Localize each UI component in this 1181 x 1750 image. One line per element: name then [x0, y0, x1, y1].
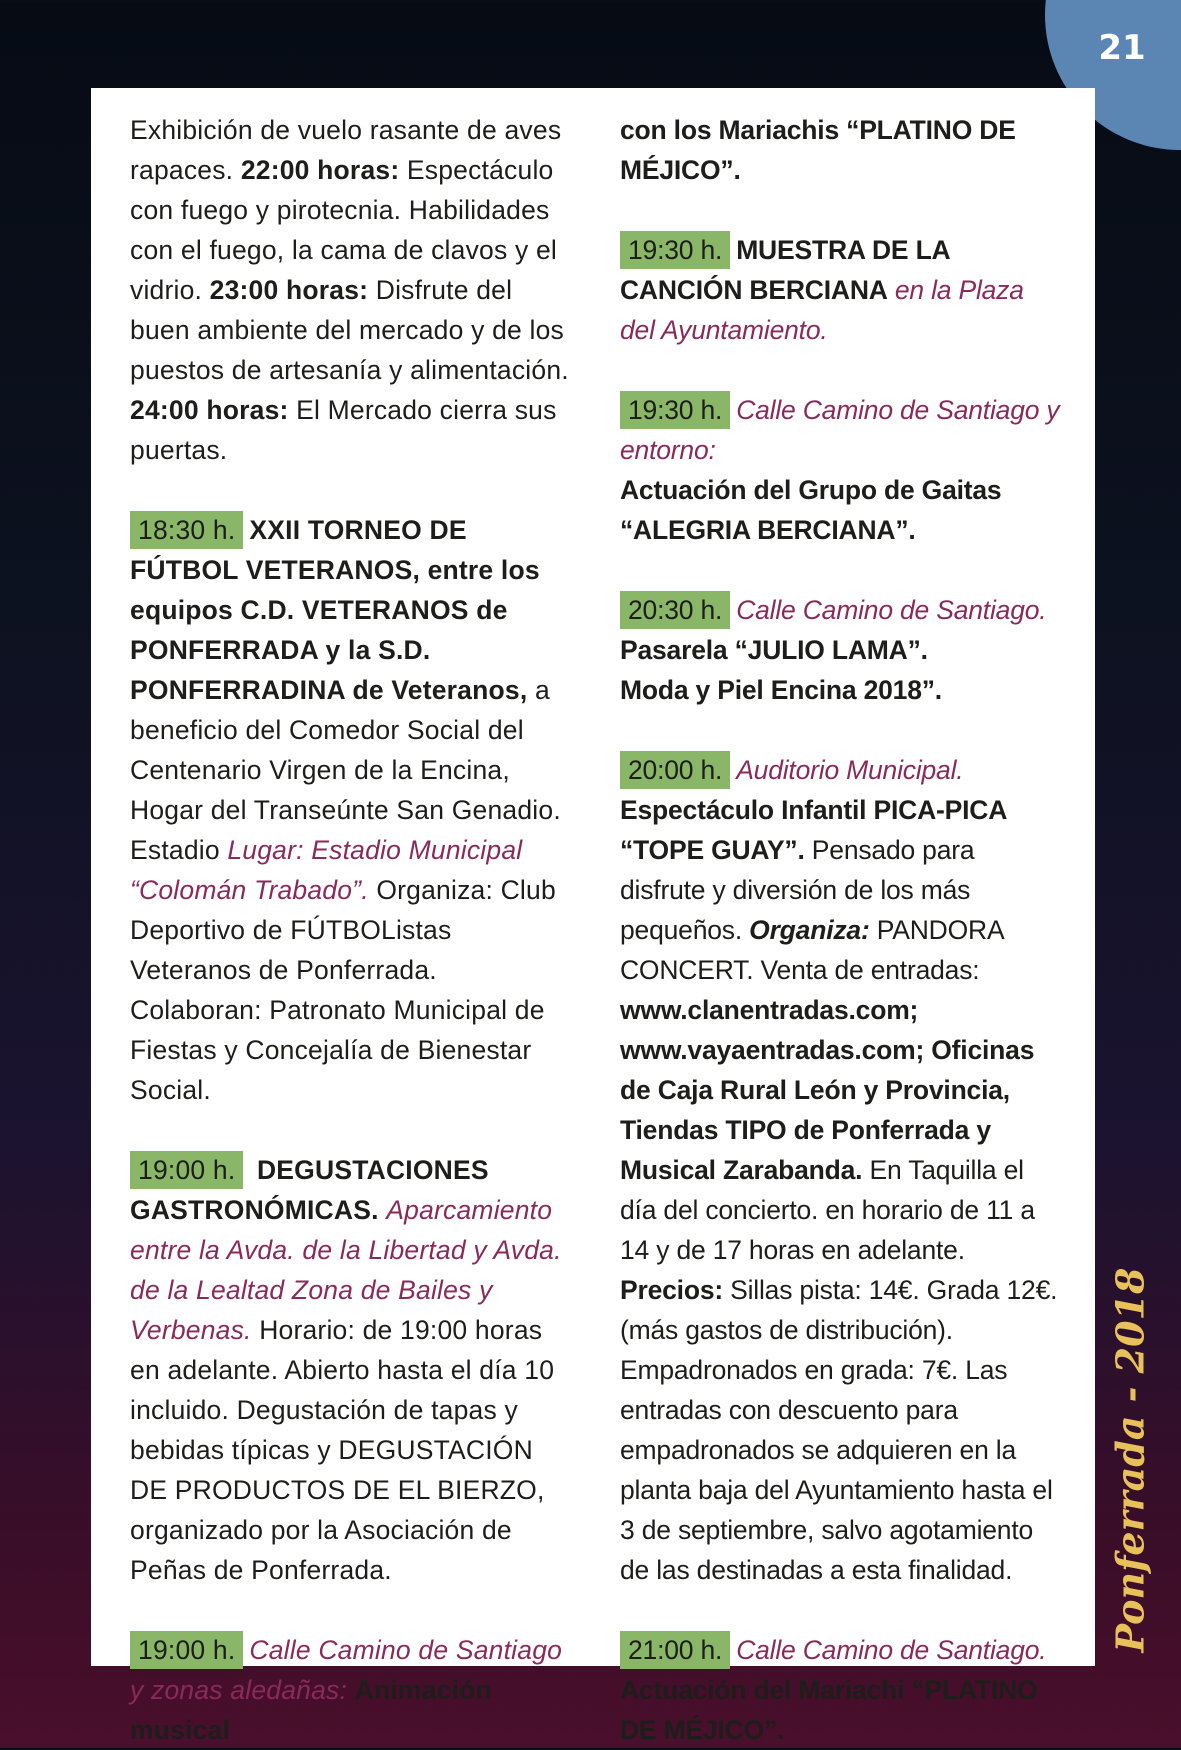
time-tag: 19:00 h.: [130, 1631, 243, 1669]
event-subtitle: Moda y Piel Encina 2018”.: [620, 675, 942, 705]
event-gaitas: [620, 390, 1065, 550]
event-place: Calle Camino de Santiago.: [736, 595, 1047, 625]
time-tag: 19:30 h.: [620, 391, 730, 429]
event-cancion-berciana: [620, 230, 1065, 350]
text: Sillas pista: 14€. Grada 12€. (más gastos de distribución). Empadronados en grada: 7€. Las entradas con descuento para empadronados se adquieren en la planta baja del Ayuntamiento hasta el 3 de septiembre, salvo agotamiento de las destinadas a esta finalidad.: [620, 1275, 1058, 1585]
event-title: Animación musical: [130, 1675, 492, 1745]
text: Disfrute del buen ambiente del mercado y de los puestos de artesanía y alimentación.: [130, 275, 569, 385]
text: En Taquilla el día del concierto. en horario de 11 a 14 y de 17 horas en adelante.: [620, 1155, 1035, 1265]
time-tag: 19:00 h.: [130, 1151, 243, 1189]
event-title: Actuación del Mariachi “PLATINO DE MÉJICO”.: [620, 1675, 1038, 1745]
text: Organiza: Club Deportivo de FÚTBOListas Veteranos de Ponferrada. Colaboran: Patronato Municipal de Fiestas y Concejalía de Bienestar Social.: [130, 875, 556, 1105]
event-title: MUESTRA DE LA CANCIÓN BERCIANA: [620, 235, 950, 305]
event-place: Calle Camino de Santiago y zonas aledañas:: [130, 1635, 563, 1705]
left-column: [130, 110, 570, 1750]
event-place: Calle Camino de Santiago y entorno:: [620, 395, 1060, 465]
event-title: Actuación del Grupo de Gaitas “ALEGRIA BERCIANA”.: [620, 475, 1002, 545]
content-sheet: [91, 88, 1095, 1745]
time-tag: 20:30 h.: [620, 591, 730, 629]
prices-label: Precios:: [620, 1275, 723, 1305]
time-tag: 21:00 h.: [620, 1631, 730, 1669]
event-place: Lugar: Estadio Municipal “Colomán Trabado”.: [130, 835, 523, 905]
text: PANDORA CONCERT. Venta de entradas:: [620, 915, 1003, 985]
time-label: 23:00 horas:: [209, 275, 369, 305]
event-place: Calle Camino de Santiago.: [736, 1635, 1047, 1665]
event-degustaciones: [130, 1150, 570, 1590]
side-title: Ponferrada - 2018: [1107, 1267, 1153, 1653]
text: a beneficio del Comedor Social del Centenario Virgen de la Encina, Hogar del Transeúnte San Genadio. Estadio: [130, 675, 561, 865]
text: Espectáculo con fuego y pirotecnia. Habilidades con el fuego, la cama de clavos y el vidrio.: [130, 155, 558, 305]
time-tag: 19:30 h.: [620, 231, 730, 269]
text: El Mercado cierra sus puertas.: [130, 395, 557, 465]
time-tag: 18:30 h.: [130, 511, 243, 549]
text: Exhibición de vuelo rasante de aves rapaces.: [130, 115, 562, 185]
event-mariachi: [620, 1630, 1065, 1750]
ticket-outlets: www.clanentradas.com; www.vayaentradas.com; Oficinas de Caja Rural León y Provincia, Tiendas TIPO de Ponferrada y Musical Zarabanda.: [620, 995, 1035, 1185]
page-number: 21: [1098, 28, 1146, 68]
event-place: Auditorio Municipal.: [736, 755, 964, 785]
event-title: DEGUSTACIONES GASTRONÓMICAS.: [130, 1155, 489, 1225]
text: Horario: de 19:00 horas en adelante. Abierto hasta el día 10 incluido. Degustación de tapas y bebidas típicas y DEGUSTACIÓN DE PRODUCTOS DE EL BIERZO, organizado por la Asociación de Peñas de Ponferrada.: [130, 1315, 555, 1585]
event-animacion-musical: [130, 1630, 570, 1750]
event-torneo-futbol: [130, 510, 570, 1110]
organiza-label: Organiza:: [749, 915, 870, 945]
event-title: Pasarela “JULIO LAMA”.: [620, 635, 928, 665]
event-place: Aparcamiento entre la Avda. de la Libertad y Avda. de la Lealtad Zona de Bailes y Verbenas.: [130, 1195, 562, 1345]
time-label: 22:00 horas:: [240, 155, 400, 185]
time-tag: 20:00 h.: [620, 751, 730, 789]
event-title: con los Mariachis “PLATINO DE MÉJICO”.: [620, 115, 1016, 185]
event-mariachis-cont: [620, 110, 1065, 190]
event-pica-pica: [620, 750, 1065, 1590]
time-label: 24:00 horas:: [130, 395, 289, 425]
event-title: Espectáculo Infantil PICA-PICA “TOPE GUAY”.: [620, 795, 1007, 865]
event-place: en la Plaza del Ayuntamiento.: [620, 275, 1024, 345]
right-column: [620, 110, 1065, 1750]
text: Pensado para disfrute y diversión de los más pequeños.: [620, 835, 975, 945]
event-mercado: [130, 110, 570, 470]
event-title: XXII TORNEO DE FÚTBOL VETERANOS, entre los equipos C.D. VETERANOS de PONFERRADA y la S.D. PONFERRADINA de Veteranos,: [130, 515, 540, 705]
event-pasarela: [620, 590, 1065, 710]
